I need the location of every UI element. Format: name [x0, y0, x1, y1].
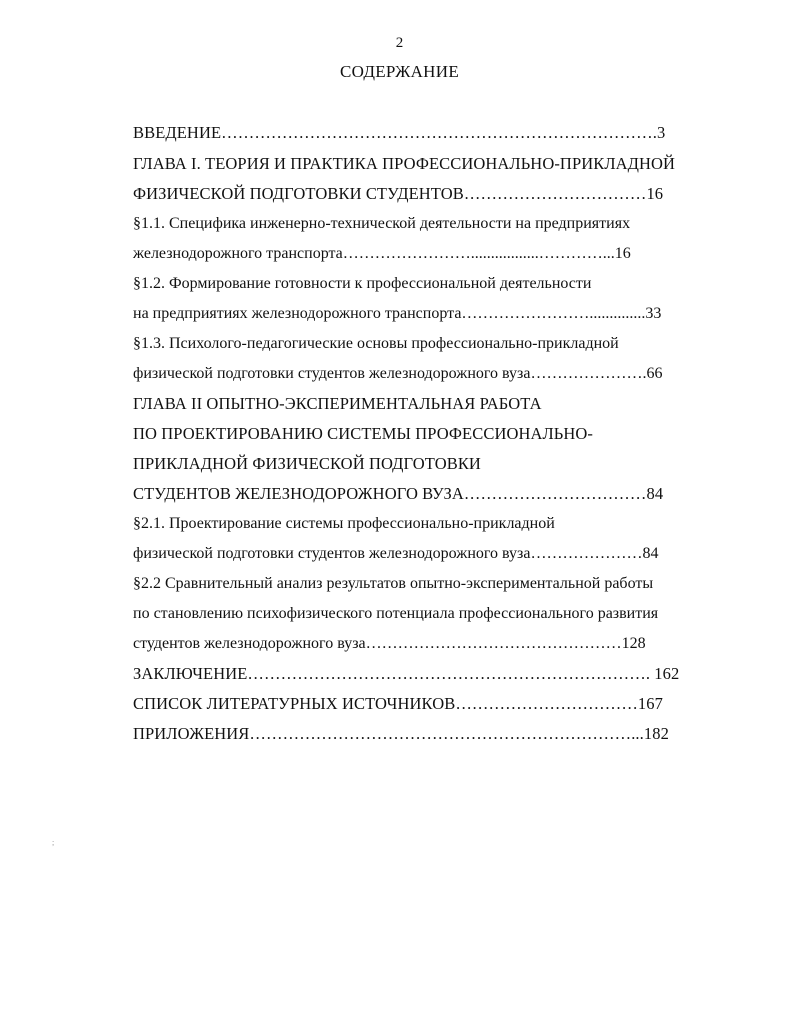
- toc-line: §2.1. Проектирование системы профессионально-прикладной: [133, 515, 555, 532]
- toc-line: §1.3. Психолого-педагогические основы профессионально-прикладной: [133, 335, 619, 352]
- toc-line: §1.1. Специфика инженерно-технической деятельности на предприятиях: [133, 215, 631, 232]
- toc-line: железнодорожного транспорта…………………….................…………...16: [133, 245, 631, 262]
- page-title: СОДЕРЖАНИЕ: [339, 62, 460, 81]
- toc-line: ФИЗИЧЕСКОЙ ПОДГОТОВКИ СТУДЕНТОВ……………………………16: [133, 184, 664, 203]
- scan-mark: ;: [52, 838, 55, 847]
- toc-line: студентов железнодорожного вуза…………………………………………128: [133, 635, 646, 652]
- toc-line: §1.2. Формирование готовности к профессиональной деятельности: [133, 275, 592, 292]
- toc-line: физической подготовки студентов железнодорожного вуза…………………84: [133, 545, 659, 562]
- toc-line: §2.2 Сравнительный анализ результатов опытно-экспериментальной работы: [133, 575, 654, 592]
- toc-line: СТУДЕНТОВ ЖЕЛЕЗНОДОРОЖНОГО ВУЗА……………………………84: [133, 484, 664, 503]
- toc-line: ВВЕДЕНИЕ…………………………………………………………………….3: [133, 123, 666, 142]
- toc-line: ПРИКЛАДНОЙ ФИЗИЧЕСКОЙ ПОДГОТОВКИ: [133, 454, 481, 473]
- toc-line: СПИСОК ЛИТЕРАТУРНЫХ ИСТОЧНИКОВ……………………………167: [133, 694, 663, 713]
- page-number: 2: [395, 35, 404, 51]
- toc-line: ГЛАВА II ОПЫТНО-ЭКСПЕРИМЕНТАЛЬНАЯ РАБОТА: [133, 394, 542, 413]
- toc-line: ПРИЛОЖЕНИЯ……………………………………………………………...182: [133, 724, 669, 743]
- toc-line: ПО ПРОЕКТИРОВАНИЮ СИСТЕМЫ ПРОФЕССИОНАЛЬНО-: [133, 424, 593, 443]
- toc-line: физической подготовки студентов железнодорожного вуза………………….66: [133, 365, 663, 382]
- toc-line: ГЛАВА I. ТЕОРИЯ И ПРАКТИКА ПРОФЕССИОНАЛЬНО-ПРИКЛАДНОЙ: [133, 154, 676, 173]
- toc-line: по становлению психофизического потенциала профессионального развития: [133, 605, 659, 622]
- toc-line: ЗАКЛЮЧЕНИЕ………………………………………………………………. 162: [133, 664, 680, 683]
- toc-line: на предприятиях железнодорожного транспорта……………………..............33: [133, 305, 662, 322]
